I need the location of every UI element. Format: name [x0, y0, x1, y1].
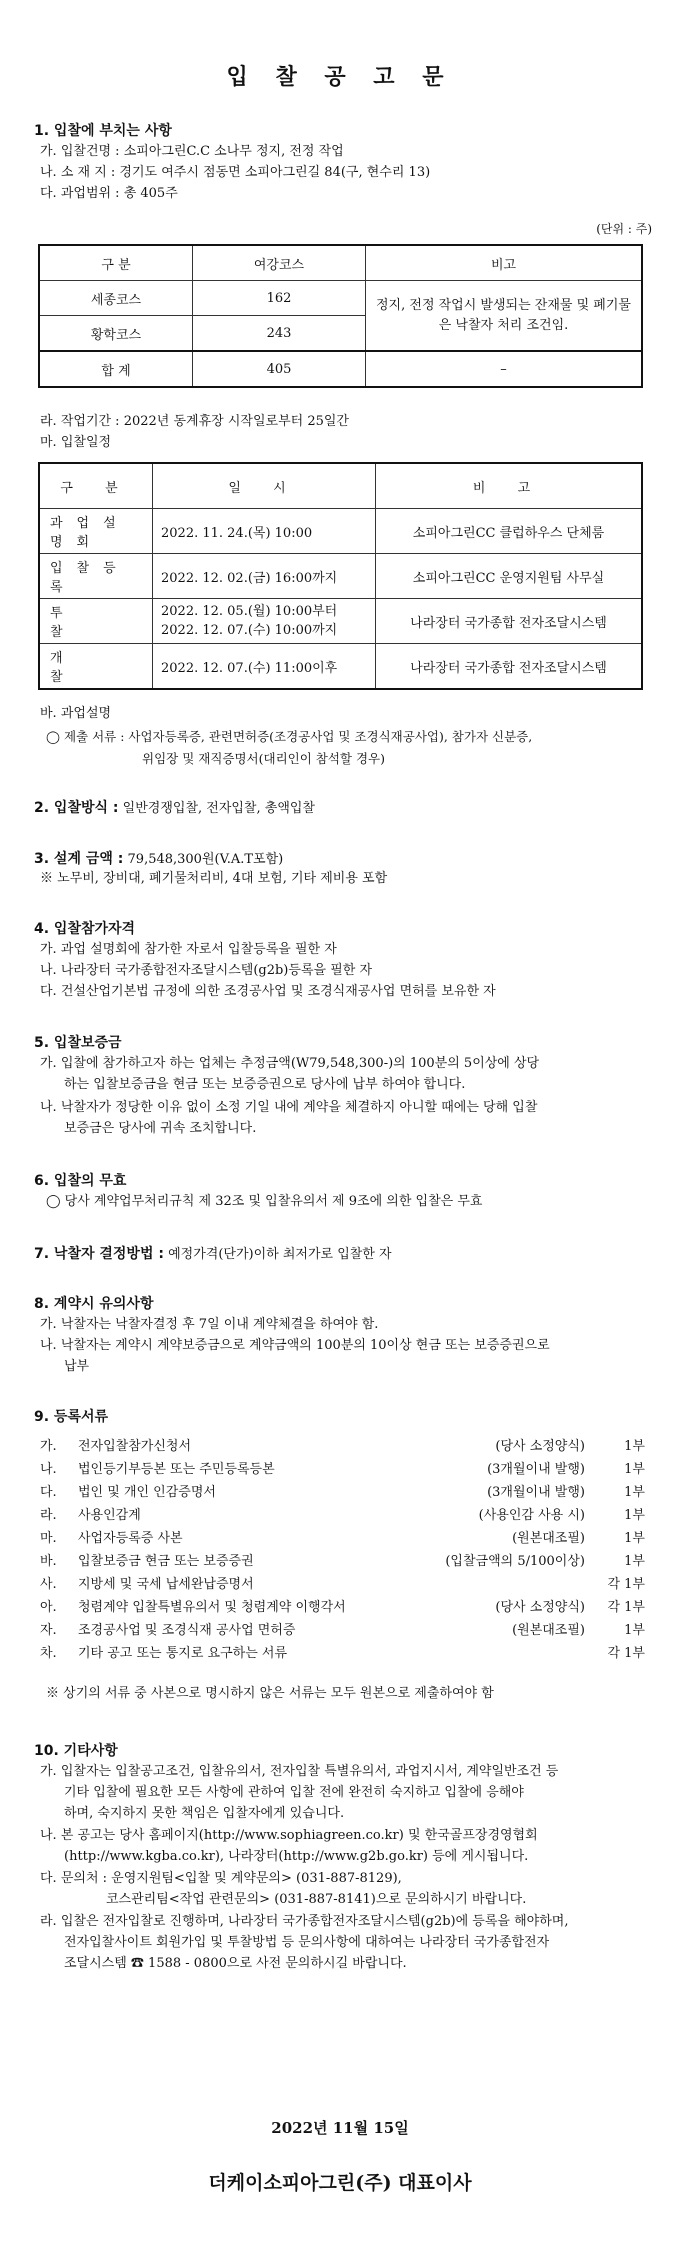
item-marker: 다.	[40, 1485, 57, 1500]
table-cell: 2022. 12. 07.(수) 11:00이후	[153, 644, 376, 690]
item-marker: 바.	[40, 1554, 57, 1569]
table-cell: 243	[193, 316, 366, 352]
s10-item-da-1: 다. 문의처 : 운영지원팀<입찰 및 계약문의> (031-887-8129),	[40, 1871, 402, 1886]
table-header: 구 분	[39, 245, 193, 281]
table-cell: 개찰	[39, 644, 153, 690]
s1-item-ga: 가. 입찰건명 : 소피아그린C.C 소나무 정지, 전정 작업	[40, 144, 344, 159]
item-condition: (원본대조필)	[512, 1531, 585, 1546]
section-3-text: 79,548,300원(V.A.T포함)	[123, 852, 284, 867]
table-header: 일 시	[153, 463, 376, 509]
section-3-heading	[34, 848, 283, 868]
list-item	[40, 1435, 645, 1458]
s4-item-na: 나. 나라장터 국가종합전자조달시스템(g2b)등록을 필한 자	[40, 963, 372, 978]
section-2-text: 일반경쟁입찰, 전자입찰, 총액입찰	[118, 801, 315, 816]
scope-table	[38, 244, 643, 388]
s1-ba-line-1: ◯ 제출 서류 : 사업자등록증, 관련면허증(조경공사업 및 조경식재공사업), 참가자 신분증,	[46, 729, 533, 744]
table-total-row	[39, 351, 642, 387]
section-6-heading: 6. 입찰의 무효	[34, 1173, 127, 1189]
item-name: 전자입찰참가신청서	[78, 1439, 192, 1454]
table-cell: 합 계	[39, 351, 193, 387]
table-header-row	[39, 463, 642, 509]
s8-item-ga: 가. 낙찰자는 낙찰자결정 후 7일 이내 계약체결을 하여야 함.	[40, 1317, 379, 1332]
item-marker: 라.	[40, 1508, 57, 1523]
list-item	[40, 1573, 645, 1596]
table-cell: 황학코스	[39, 316, 193, 352]
item-condition: (당사 소정양식)	[495, 1439, 585, 1454]
s10-item-ga-3: 하며, 숙지하지 못한 책임은 입찰자에게 있습니다.	[64, 1806, 345, 1821]
item-count: 각 1부	[607, 1600, 645, 1615]
table-row	[39, 599, 642, 644]
s4-item-da: 다. 건설산업기본법 규정에 의한 조경공사업 및 조경식재공사업 면허를 보유한 자	[40, 984, 496, 999]
table-cell: 입찰등록	[39, 554, 153, 599]
section-10-heading: 10. 기타사항	[34, 1743, 118, 1759]
table-cell: 나라장터 국가종합 전자조달시스템	[376, 644, 643, 690]
list-item	[40, 1619, 645, 1642]
item-count: 1부	[624, 1623, 645, 1638]
s10-item-ra-1: 라. 입찰은 전자입찰로 진행하며, 나라장터 국가종합전자조달시스템(g2b)에 등록을 해야하며,	[40, 1914, 569, 1929]
s10-item-da-2: 코스관리팀<작업 관련문의> (031-887-8141)으로 문의하시기 바랍니다.	[106, 1892, 527, 1907]
list-item	[40, 1527, 645, 1550]
section-8-heading: 8. 계약시 유의사항	[34, 1296, 154, 1312]
date-line: 2022. 12. 05.(월) 10:00부터	[161, 604, 338, 619]
item-count: 1부	[624, 1462, 645, 1477]
section-2-heading	[34, 797, 315, 817]
item-name: 사용인감계	[78, 1508, 141, 1523]
s1-item-ba: 바. 과업설명	[40, 706, 112, 721]
list-item	[40, 1504, 645, 1527]
schedule-table	[38, 462, 643, 690]
item-marker: 자.	[40, 1623, 57, 1638]
s10-item-ra-3: 조달시스템 ☎ 1588 - 0800으로 사전 문의하시길 바랍니다.	[64, 1956, 407, 1971]
section-5-heading: 5. 입찰보증금	[34, 1035, 122, 1051]
s10-item-na-2: (http://www.kgba.co.kr), 나라장터(http://www.g2b.go.kr) 등에 게시됩니다.	[64, 1849, 529, 1864]
table-cell	[153, 599, 376, 644]
item-name: 청렴계약 입찰특별유의서 및 청렴계약 이행각서	[78, 1600, 346, 1615]
s10-item-ra-2: 전자입찰사이트 회원가입 및 투찰방법 등 문의사항에 대하여는 나라장터 국가종합전자	[64, 1935, 550, 1950]
table-row	[39, 554, 642, 599]
table-cell: 나라장터 국가종합 전자조달시스템	[376, 599, 643, 644]
item-count: 1부	[624, 1531, 645, 1546]
s1-item-ra: 라. 작업기간 : 2022년 동계휴장 시작일로부터 25일간	[40, 414, 349, 429]
s10-item-na-1: 나. 본 공고는 당사 홈페이지(http://www.sophiagreen.co.kr) 및 한국골프장경영협회	[40, 1828, 538, 1843]
table-row	[39, 509, 642, 554]
table-cell: 2022. 12. 02.(금) 16:00까지	[153, 554, 376, 599]
s5-item-na-1: 나. 낙찰자가 정당한 이유 없이 소정 기일 내에 계약을 체결하지 아니할 때에는 당해 입찰	[40, 1100, 538, 1115]
signature: 더케이소피아그린(주) 대표이사	[208, 2172, 472, 2194]
section-7-heading	[34, 1243, 392, 1263]
table-cell: 405	[193, 351, 366, 387]
table-header: 구 분	[39, 463, 153, 509]
item-marker: 아.	[40, 1600, 57, 1615]
item-marker: 가.	[40, 1439, 57, 1454]
table-note-cell: 정지, 전정 작업시 발생되는 잔재물 및 폐기물은 낙찰자 처리 조건임.	[366, 281, 643, 352]
item-name: 법인등기부등본 또는 주민등록등본	[78, 1462, 275, 1477]
list-item	[40, 1642, 645, 1665]
unit-label: (단위 : 주)	[596, 222, 652, 236]
s1-item-ma: 마. 입찰일정	[40, 435, 112, 450]
s3-note: ※ 노무비, 장비대, 폐기물처리비, 4대 보험, 기타 제비용 포함	[40, 871, 388, 886]
item-count: 각 1부	[607, 1577, 645, 1592]
s9-note: ※ 상기의 서류 중 사본으로 명시하지 않은 서류는 모두 원본으로 제출하여야 함	[46, 1686, 494, 1701]
section-1-heading: 1. 입찰에 부치는 사항	[34, 123, 172, 139]
table-cell: 소피아그린CC 클럽하우스 단체룸	[376, 509, 643, 554]
s5-item-ga-1: 가. 입찰에 참가하고자 하는 업체는 추정금액(W79,548,300-)의 100분의 5이상에 상당	[40, 1056, 540, 1071]
s5-item-na-2: 보증금은 당사에 귀속 조치합니다.	[64, 1121, 257, 1136]
s8-item-na-1: 나. 낙찰자는 계약시 계약보증금으로 계약금액의 100분의 10이상 현금 또는 보증증권으로	[40, 1338, 550, 1353]
table-cell: 162	[193, 281, 366, 316]
s1-ba-line-2: 위임장 및 재직증명서(대리인이 참석할 경우)	[142, 751, 385, 766]
item-condition: (원본대조필)	[512, 1623, 585, 1638]
list-item	[40, 1596, 645, 1619]
section-7-text: 예정가격(단가)이하 최저가로 입찰한 자	[163, 1247, 392, 1262]
table-row	[39, 281, 642, 316]
table-cell: 2022. 11. 24.(목) 10:00	[153, 509, 376, 554]
section-2-title: 2. 입찰방식 :	[34, 800, 119, 816]
list-item	[40, 1550, 645, 1573]
item-name: 사업자등록증 사본	[78, 1531, 183, 1546]
table-header-row	[39, 245, 642, 281]
item-count: 1부	[624, 1554, 645, 1569]
item-marker: 마.	[40, 1531, 57, 1546]
item-marker: 사.	[40, 1577, 57, 1592]
item-condition: (3개월이내 발행)	[487, 1485, 585, 1500]
item-name: 법인 및 개인 인감증명서	[78, 1485, 216, 1500]
item-name: 지방세 및 국세 납세완납증명서	[78, 1577, 254, 1592]
page-title: 입 찰 공 고 문	[226, 64, 454, 90]
s6-text: ◯ 당사 계약업무처리규칙 제 32조 및 입찰유의서 제 9조에 의한 입찰은 무효	[46, 1194, 483, 1209]
table-cell: –	[366, 351, 643, 387]
item-condition: (3개월이내 발행)	[487, 1462, 585, 1477]
documents-list	[40, 1435, 645, 1665]
item-count: 1부	[624, 1485, 645, 1500]
table-cell: 소피아그린CC 운영지원팀 사무실	[376, 554, 643, 599]
section-3-title: 3. 설계 금액 :	[34, 851, 124, 867]
item-condition: (입찰금액의 5/100이상)	[445, 1554, 585, 1569]
table-header: 비고	[366, 245, 643, 281]
list-item	[40, 1458, 645, 1481]
item-name: 기타 공고 또는 통지로 요구하는 서류	[78, 1646, 288, 1661]
date-line: 2022. 12. 07.(수) 10:00까지	[161, 623, 338, 638]
item-count: 1부	[624, 1508, 645, 1523]
item-marker: 차.	[40, 1646, 57, 1661]
s1-item-da: 다. 과업범위 : 총 405주	[40, 186, 178, 201]
item-condition: (당사 소정양식)	[495, 1600, 585, 1615]
item-count: 1부	[624, 1439, 645, 1454]
item-name: 입찰보증금 현금 또는 보증증권	[78, 1554, 254, 1569]
table-header: 여강코스	[193, 245, 366, 281]
section-9-heading: 9. 등록서류	[34, 1409, 109, 1425]
item-condition: (사용인감 사용 시)	[478, 1508, 585, 1523]
s10-item-ga-1: 가. 입찰자는 입찰공고조건, 입찰유의서, 전자입찰 특별유의서, 과업지시서, 계약일반조건 등	[40, 1764, 559, 1779]
s1-item-na: 나. 소 재 지 : 경기도 여주시 점동면 소피아그린길 84(구, 현수리 13)	[40, 165, 431, 180]
s4-item-ga: 가. 과업 설명회에 참가한 자로서 입찰등록을 필한 자	[40, 942, 337, 957]
s8-item-na-2: 납부	[64, 1359, 90, 1374]
announcement-date: 2022년 11월 15일	[271, 2119, 409, 2137]
table-cell: 투찰	[39, 599, 153, 644]
table-header: 비 고	[376, 463, 643, 509]
table-cell: 세종코스	[39, 281, 193, 316]
s10-item-ga-2: 기타 입찰에 필요한 모든 사항에 관하여 입찰 전에 완전히 숙지하고 입찰에 응해야	[64, 1785, 524, 1800]
item-marker: 나.	[40, 1462, 57, 1477]
s5-item-ga-2: 하는 입찰보증금을 현금 또는 보증증권으로 당사에 납부 하여야 합니다.	[64, 1077, 466, 1092]
item-count: 각 1부	[607, 1646, 645, 1661]
list-item	[40, 1481, 645, 1504]
table-cell: 과업설명회	[39, 509, 153, 554]
item-name: 조경공사업 및 조경식재 공사업 면허증	[78, 1623, 296, 1638]
section-7-title: 7. 낙찰자 결정방법 :	[34, 1246, 164, 1262]
section-4-heading: 4. 입찰참가자격	[34, 921, 136, 937]
table-row	[39, 644, 642, 690]
